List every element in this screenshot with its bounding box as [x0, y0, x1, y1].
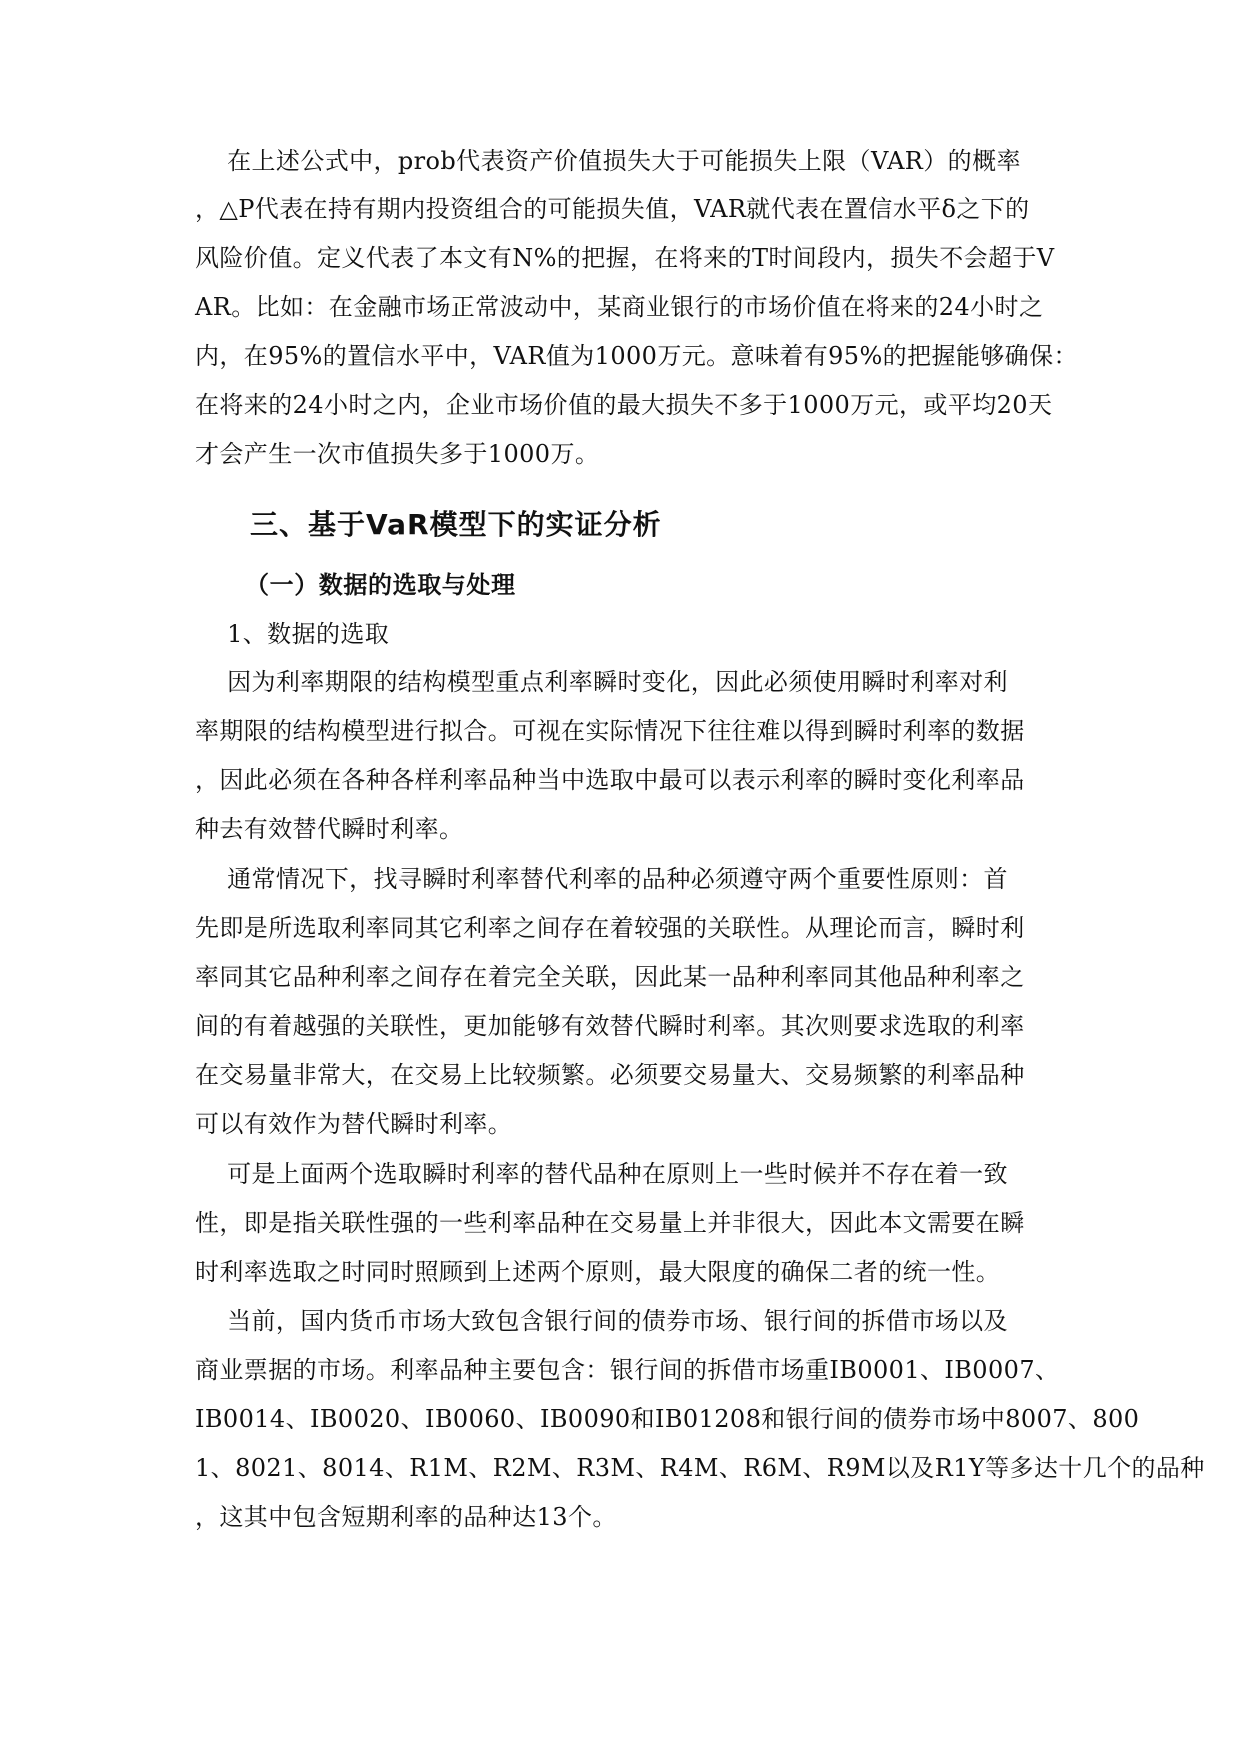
- paragraph-line: 性，即是指关联性强的一些利率品种在交易量上并非很大，因此本文需要在瞬: [195, 1209, 1025, 1237]
- paragraph-line: 先即是所选取利率同其它利率之间存在着较强的关联性。从理论而言，瞬时利: [195, 914, 1025, 942]
- paragraph-line: 通常情况下，找寻瞬时利率替代利率的品种必须遵守两个重要性原则：首: [195, 865, 1008, 893]
- paragraph-line: 率期限的结构模型进行拟合。可视在实际情况下往往难以得到瞬时利率的数据: [195, 717, 1025, 745]
- paragraph-line: 内，在95%的置信水平中，VAR值为1000万元。意味着有95%的把握能够确保：: [195, 342, 1078, 370]
- paragraph-line: 在交易量非常大，在交易上比较频繁。必须要交易量大、交易频繁的利率品种: [195, 1061, 1025, 1089]
- subsection-heading: （一）数据的选取与处理: [245, 571, 516, 599]
- paragraph-line: 时利率选取之时同时照顾到上述两个原则，最大限度的确保二者的统一性。: [195, 1258, 1001, 1286]
- paragraph-line: ，这其中包含短期利率的品种达13个。: [195, 1503, 617, 1531]
- paragraph-line: ，因此必须在各种各样利率品种当中选取中最可以表示利率的瞬时变化利率品: [195, 766, 1025, 794]
- paragraph-line: AR。比如：在金融市场正常波动中，某商业银行的市场价值在将来的24小时之: [195, 293, 1044, 321]
- section-heading: 三、基于VaR模型下的实证分析: [250, 508, 662, 541]
- paragraph-line: 1、8021、8014、R1M、R2M、R3M、R4M、R6M、R9M以及R1Y等多达十几个的品种: [195, 1454, 1205, 1482]
- paragraph-line: 率同其它品种利率之间存在着完全关联，因此某一品种利率同其他品种利率之: [195, 963, 1025, 991]
- paragraph-line: 因为利率期限的结构模型重点利率瞬时变化，因此必须使用瞬时利率对利: [195, 668, 1008, 696]
- paragraph-line: 风险价值。定义代表了本文有N%的把握，在将来的T时间段内，损失不会超于V: [195, 244, 1055, 272]
- paragraph-line: 可是上面两个选取瞬时利率的替代品种在原则上一些时候并不存在着一致: [195, 1160, 1008, 1188]
- paragraph-line: 种去有效替代瞬时利率。: [195, 815, 464, 843]
- paragraph-line: 可以有效作为替代瞬时利率。: [195, 1110, 513, 1138]
- paragraph-line: ，△P代表在持有期内投资组合的可能损失值，VAR就代表在置信水平δ之下的: [195, 195, 1030, 223]
- paragraph-line: 在上述公式中，prob代表资产价值损失大于可能损失上限（VAR）的概率: [195, 147, 1021, 175]
- paragraph-line: 商业票据的市场。利率品种主要包含：银行间的拆借市场重IB0001、IB0007、: [195, 1356, 1060, 1384]
- paragraph-line: IB0014、IB0020、IB0060、IB0090和IB01208和银行间的债券市场中8007、800: [195, 1405, 1140, 1433]
- paragraph-line: 当前，国内货币市场大致包含银行间的债券市场、银行间的拆借市场以及: [195, 1307, 1008, 1335]
- paragraph-line: 在将来的24小时之内，企业市场价值的最大损失不多于1000万元，或平均20天: [195, 391, 1053, 419]
- paragraph-line: 间的有着越强的关联性，更加能够有效替代瞬时利率。其次则要求选取的利率: [195, 1012, 1025, 1040]
- item-heading: 1、数据的选取: [195, 620, 390, 648]
- paragraph-line: 才会产生一次市值损失多于1000万。: [195, 440, 600, 468]
